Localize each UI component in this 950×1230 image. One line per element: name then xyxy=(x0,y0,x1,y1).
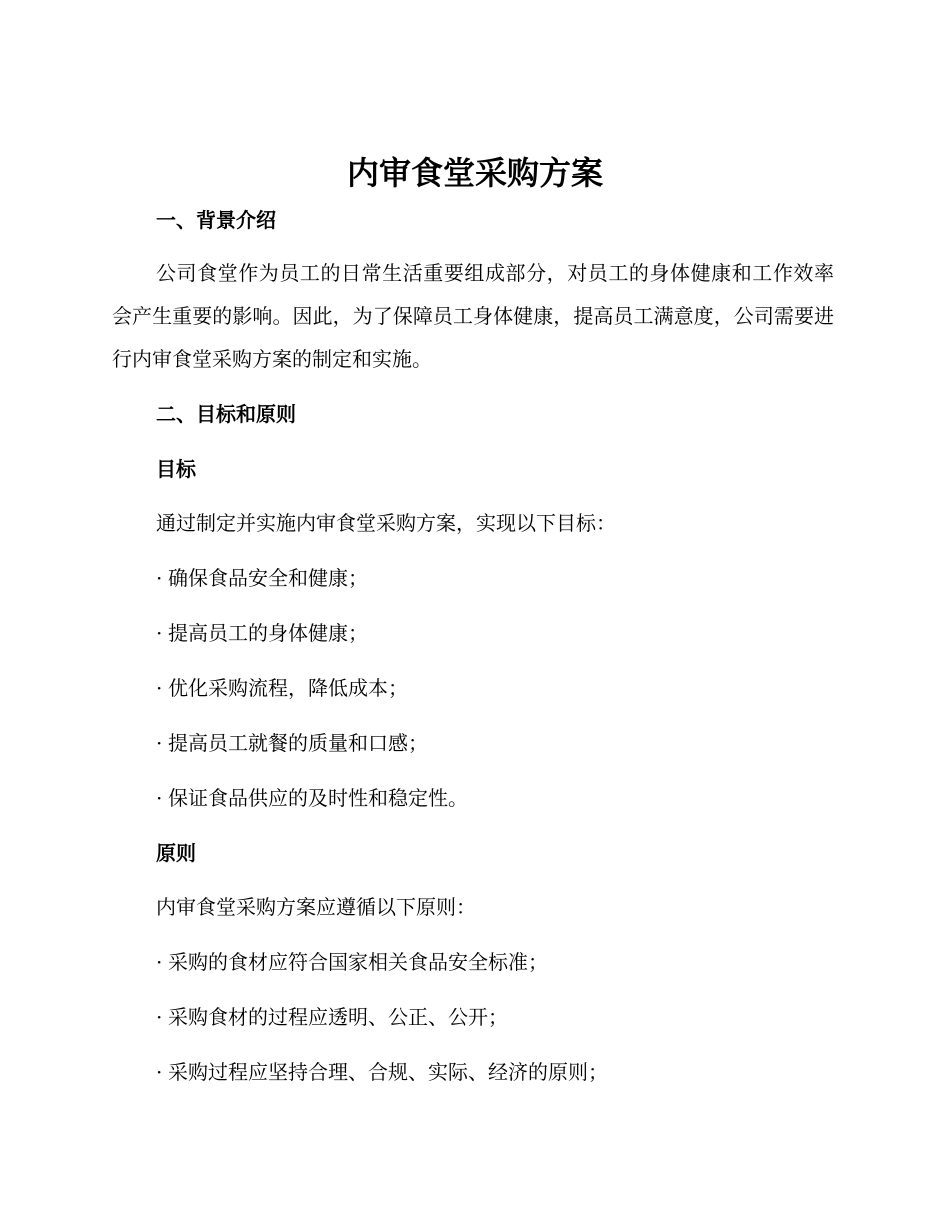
principles-intro: 内审食堂采购方案应遵循以下原则： xyxy=(156,895,476,919)
section-heading-background: 一、背景介绍 xyxy=(156,208,276,232)
goal-item xyxy=(156,729,428,757)
background-paragraph: 公司食堂作为员工的日常生活重要组成部分，对员工的身体健康和工作效率会产生重要的影响。因此，为了保障员工身体健康，提高员工满意度，公司需要进行内审食堂采购方案的制定和实施。 xyxy=(112,261,834,371)
principle-item-text: 采购食材的过程应透明、公正、公开； xyxy=(168,1005,508,1029)
bullet-marker: · xyxy=(156,786,163,810)
bullet-marker: · xyxy=(156,676,163,700)
principle-item-text: 采购的食材应符合国家相关食品安全标准； xyxy=(168,950,548,974)
goal-item-text: 提高员工就餐的质量和口感； xyxy=(168,731,428,755)
principle-item xyxy=(156,1003,508,1031)
goal-item-text: 确保食品安全和健康； xyxy=(168,566,368,590)
subheading-goals: 目标 xyxy=(156,457,196,481)
goal-item-text: 保证食品供应的及时性和稳定性。 xyxy=(168,786,468,810)
bullet-marker: · xyxy=(156,950,163,974)
document-title: 内审食堂采购方案 xyxy=(346,154,603,192)
goal-item xyxy=(156,674,408,702)
goal-item xyxy=(156,619,368,647)
principle-item-text: 采购过程应坚持合理、合规、实际、经济的原则； xyxy=(168,1060,608,1084)
bullet-marker: · xyxy=(156,731,163,755)
principle-item xyxy=(156,948,548,976)
subheading-principles: 原则 xyxy=(156,841,196,865)
bullet-marker: · xyxy=(156,1060,163,1084)
bullet-marker: · xyxy=(156,566,163,590)
goals-intro: 通过制定并实施内审食堂采购方案，实现以下目标： xyxy=(156,511,616,535)
bullet-marker: · xyxy=(156,621,163,645)
goal-item-text: 提高员工的身体健康； xyxy=(168,621,368,645)
goal-item xyxy=(156,564,368,592)
goal-item xyxy=(156,784,468,812)
bullet-marker: · xyxy=(156,1005,163,1029)
principle-item xyxy=(156,1058,608,1086)
goal-item-text: 优化采购流程，降低成本； xyxy=(168,676,408,700)
section-heading-goals-principles: 二、目标和原则 xyxy=(156,402,296,426)
